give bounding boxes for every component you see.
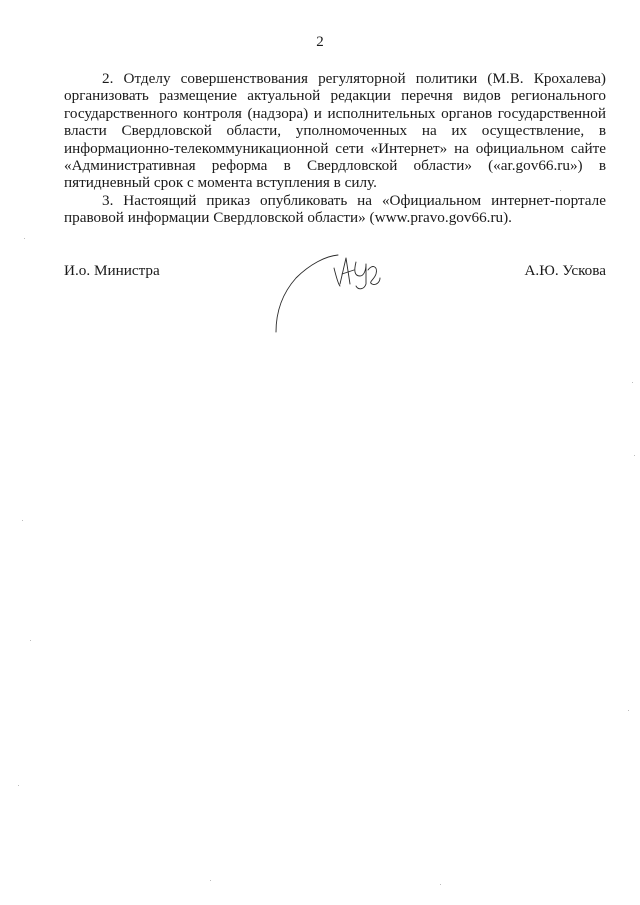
- paragraph-2: 2. Отделу совершенствования регуляторной политики (М.В. Крохалева) организовать размещение актуальной редакции перечня видов регионального государственного контроля (надзора) и исполнительных органов государственной власти Свердловской области, уполномоченных на их осуществление, в информационно-телекоммуникационной сети «Интернет» на официальном сайте «Административная реформа в Свердловской области» («ar.gov66.ru») в пятидневный срок с момента вступления в силу.: [64, 70, 606, 192]
- scan-speck: [24, 238, 25, 239]
- scan-speck: [560, 190, 561, 191]
- scan-speck: [210, 880, 211, 881]
- scan-speck: [628, 710, 629, 711]
- handwritten-signature: [268, 246, 388, 336]
- signatory-name: А.Ю. Ускова: [524, 262, 606, 279]
- scan-speck: [30, 640, 31, 641]
- scan-speck: [634, 455, 635, 456]
- page-number: 2: [316, 34, 324, 50]
- signatory-position: И.о. Министра: [64, 262, 160, 279]
- paragraph-3: 3. Настоящий приказ опубликовать на «Официальном интернет-портале правовой информации Свердловской области» (www.pravo.gov66.ru).: [64, 191, 606, 227]
- scan-speck: [18, 785, 19, 786]
- document-body: [64, 70, 606, 227]
- scan-speck: [440, 884, 441, 885]
- scan-speck: [632, 382, 633, 383]
- scan-speck: [22, 520, 23, 521]
